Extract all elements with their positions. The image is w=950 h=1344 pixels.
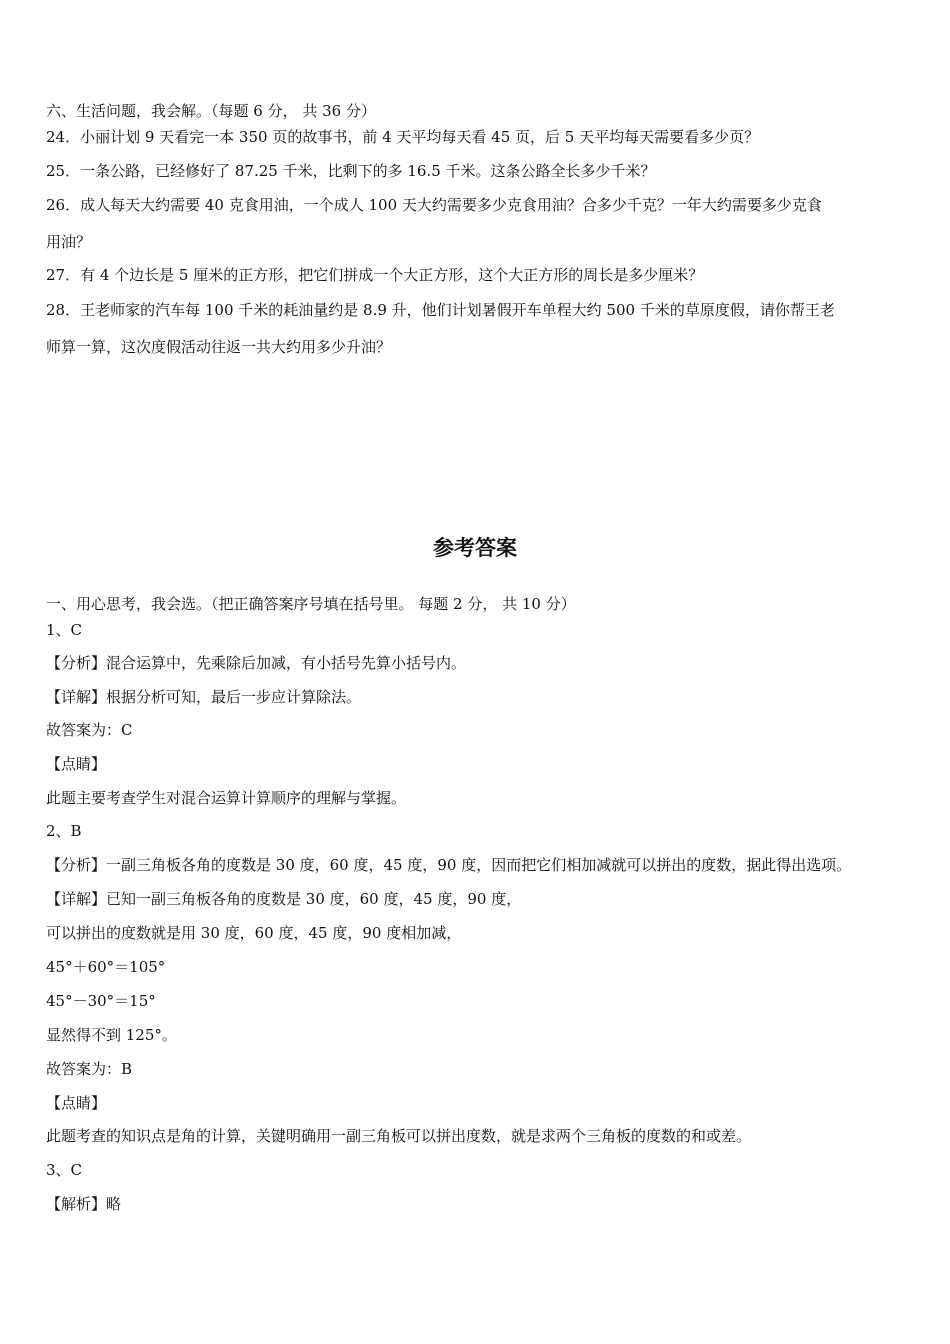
answer-1-result: 故答案为：C: [46, 721, 133, 739]
answer-2-detail: 【详解】已知一副三角板各角的度数是 30 度，60 度，45 度，90 度，: [46, 890, 522, 908]
section-heading: 六、生活问题，我会解。（每题 6 分， 共 36 分）: [46, 102, 376, 120]
answer-2-calc2: 45°－30°＝15°: [46, 992, 156, 1010]
question-26-line1: 26．成人每天大约需要 40 克食用油，一个成人 100 天大约需要多少克食用油？合多少千克？一年大约需要多少克食: [46, 196, 822, 214]
answer-1-note-label: 【点睛】: [46, 755, 107, 773]
answer-2-note-label: 【点睛】: [46, 1094, 107, 1112]
answer-section-heading: 一、用心思考，我会选。（把正确答案序号填在括号里。 每题 2 分， 共 10 分）: [46, 595, 576, 613]
question-25: 25．一条公路，已经修好了 87.25 千米，比剩下的多 16.5 千米。这条公路全长多少千米？: [46, 162, 656, 180]
answer-2-note: 此题考查的知识点是角的计算，关键明确用一副三角板可以拼出度数，就是求两个三角板的度数的和或差。: [46, 1127, 752, 1145]
question-28-line1: 28．王老师家的汽车每 100 千米的耗油量约是 8.9 升，他们计划暑假开车单程大约 500 千米的草原度假，请你帮王老: [46, 301, 835, 319]
answer-1-analysis: 【分析】混合运算中，先乘除后加减，有小括号先算小括号内。: [46, 654, 467, 672]
answer-2-result: 故答案为：B: [46, 1060, 133, 1078]
question-28-line2: 师算一算，这次度假活动往返一共大约用多少升油？: [46, 338, 392, 356]
answer-2-conclusion: 显然得不到 125°。: [46, 1026, 177, 1044]
answer-1-detail: 【详解】根据分析可知，最后一步应计算除法。: [46, 688, 362, 706]
answer-2-analysis: 【分析】一副三角板各角的度数是 30 度，60 度，45 度，90 度，因而把它们相加减就可以拼出的度数，据此得出选项。: [46, 856, 852, 874]
question-26-line2: 用油？: [46, 233, 92, 251]
question-24: 24．小丽计划 9 天看完一本 350 页的故事书，前 4 天平均每天看 45 页，后 5 天平均每天需要看多少页？: [46, 128, 760, 146]
answer-2-calc1: 45°＋60°＝105°: [46, 958, 166, 976]
answer-1-number: 1、C: [46, 621, 83, 639]
answer-3-analysis: 【解析】略: [46, 1195, 122, 1213]
answer-2-number: 2、B: [46, 822, 82, 840]
answer-2-detail2: 可以拼出的度数就是用 30 度，60 度，45 度，90 度相加减，: [46, 924, 462, 942]
answer-1-note: 此题主要考查学生对混合运算计算顺序的理解与掌握。: [46, 789, 407, 807]
question-27: 27．有 4 个边长是 5 厘米的正方形，把它们拼成一个大正方形，这个大正方形的周长是多少厘米？: [46, 266, 704, 284]
answers-title: 参考答案: [433, 536, 517, 560]
answer-3-number: 3、C: [46, 1161, 83, 1179]
